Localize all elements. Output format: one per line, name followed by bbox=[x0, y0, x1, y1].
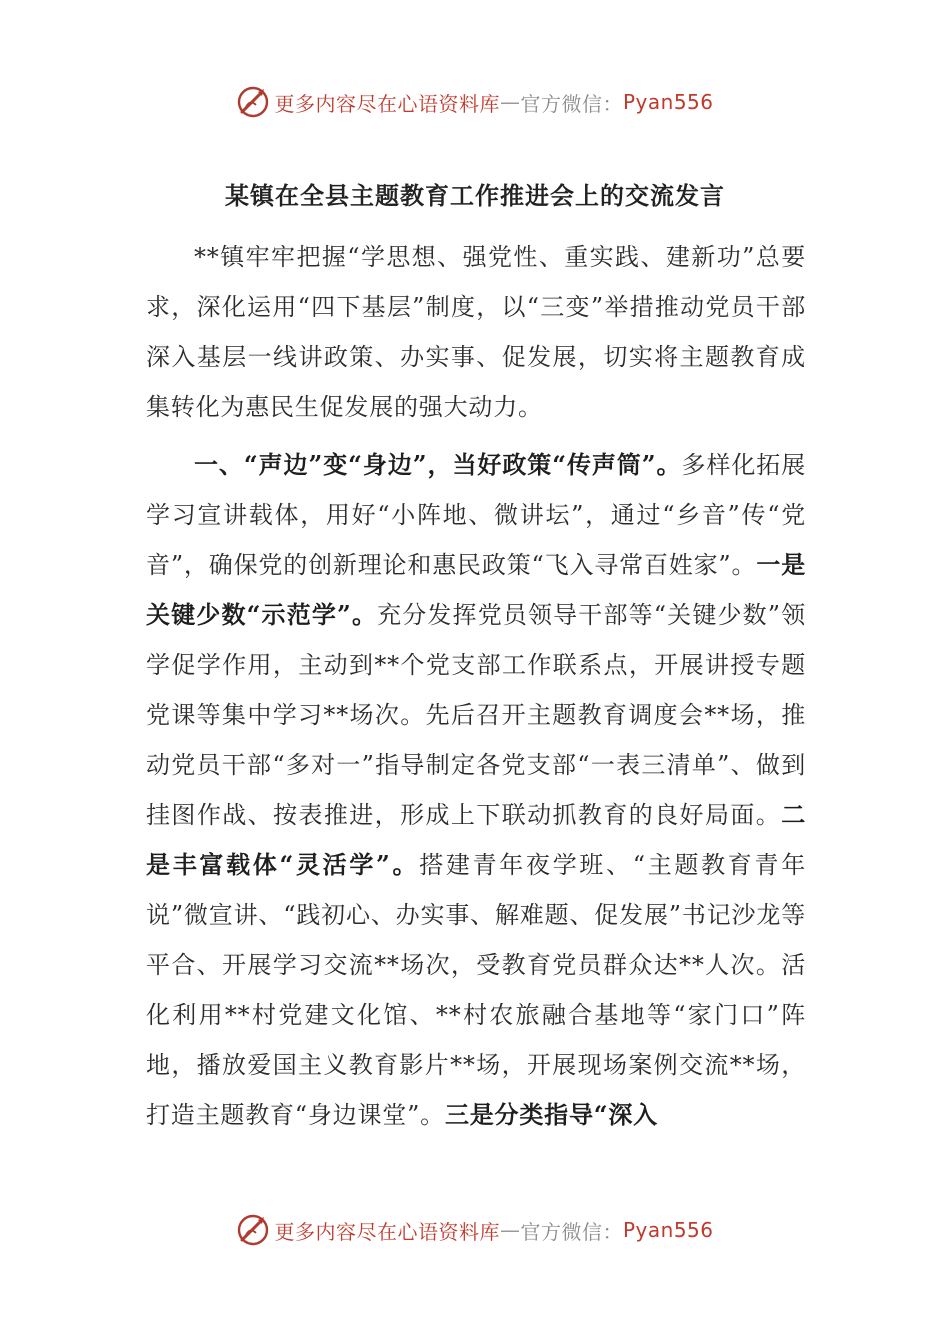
text-run: 多样化拓展学习宣讲载体，用好“小阵地、微讲坛”，通过“乡音”传“党音”，确保党的创新理论和惠民政策“飞入寻常百姓家”。 bbox=[146, 451, 807, 579]
watermark-sub-text: 官方微信： bbox=[520, 91, 623, 116]
bold-heading-run: 一、“声边”变“身边”，当好政策“传声筒”。 bbox=[194, 450, 682, 479]
watermark-header bbox=[0, 82, 950, 122]
bold-heading-run: 三是分类指导“深入 bbox=[444, 1100, 658, 1129]
paragraph bbox=[146, 440, 806, 1140]
watermark-separator: — bbox=[499, 90, 521, 114]
watermark-code: Pyan556 bbox=[622, 90, 714, 114]
text-run: **镇牢牢把握“学思想、强党性、重实践、建新功”总要求，深化运用“四下基层”制度，以“三变”举措推动党员干部深入基层一线讲政策、办实事、促发展，切实将主题教育成集转化为惠民生促发展的强大动力。 bbox=[146, 243, 806, 421]
document-title: 某镇在全县主题教育工作推进会上的交流发言 bbox=[225, 181, 725, 210]
text-run: 搭建青年夜学班、“主题教育青年说”微宣讲、“践初心、办实事、解难题、促发展”书记沙龙等平合、开展学习交流**场次，受教育党员群众达**人次。活化利用**村党建文化馆、**村农旅融合基地等“家门口”阵地，播放爱国主义教育影片**场，开展现场案例交流**场，打造主题教育“身边课堂”。 bbox=[146, 851, 806, 1129]
watermark-code: Pyan556 bbox=[622, 1218, 714, 1242]
pen-logo-icon bbox=[236, 1213, 270, 1247]
text-run: 充分发挥党员领导干部等“关键少数”领学促学作用，主动到**个党支部工作联系点，开展讲授专题党课等集中学习**场次。先后召开主题教育调度会**场，推动党员干部“多对一”指导制定各党支部“一表三清单”、做到挂图作战、按表推进，形成上下联动抓教育的良好局面。 bbox=[146, 601, 806, 829]
bold-heading-run: 一是关键少数“示范学”。 bbox=[146, 550, 806, 629]
watermark-sub-text: 官方微信： bbox=[520, 1219, 623, 1244]
watermark-main-text: 更多内容尽在心语资料库 bbox=[274, 1219, 500, 1244]
watermark-footer bbox=[0, 1210, 950, 1250]
pen-logo-icon bbox=[236, 85, 270, 119]
bold-heading-run: 二是丰富载体“灵活学”。 bbox=[146, 800, 806, 879]
document-body bbox=[146, 232, 806, 1140]
watermark-main-text: 更多内容尽在心语资料库 bbox=[274, 91, 500, 116]
paragraph bbox=[146, 232, 806, 432]
watermark-separator: — bbox=[499, 1218, 521, 1242]
